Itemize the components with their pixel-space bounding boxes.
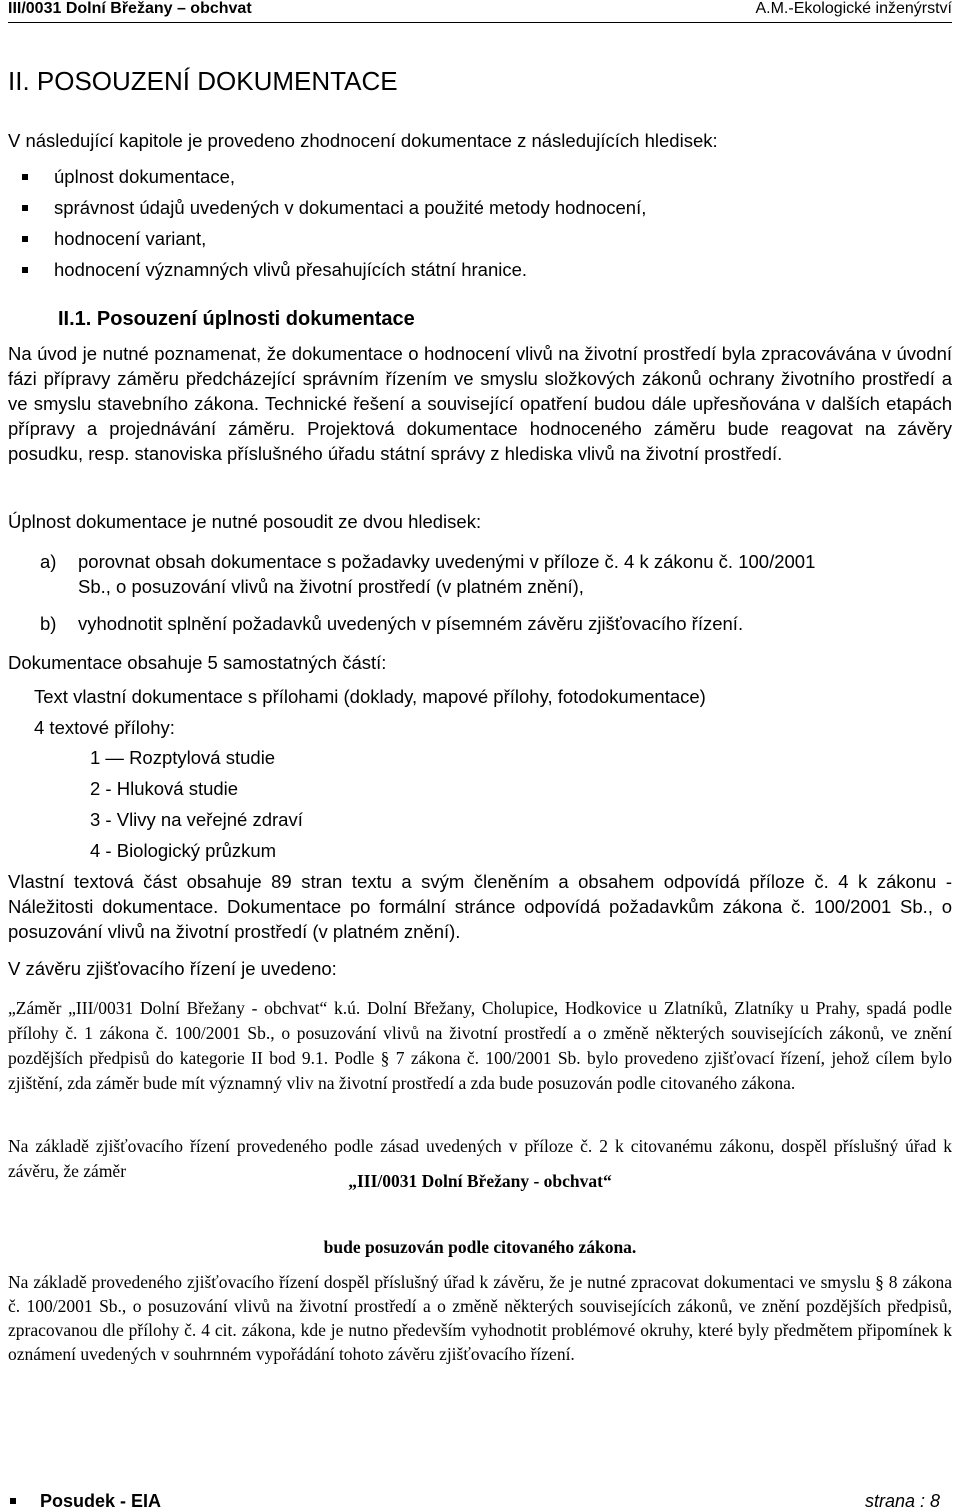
header-project-title: III/0031 Dolní Břežany – obchvat — [8, 0, 252, 17]
paragraph-completeness: Úplnost dokumentace je nutné posoudit ze dvou hledisek: — [8, 511, 482, 532]
appendix-item: 2 - Hluková studie — [90, 778, 239, 799]
quote-project-title: „III/0031 Dolní Břežany - obchvat“ — [348, 1171, 612, 1191]
list-item: hodnocení variant, — [0, 223, 950, 254]
appendix-item: 4 - Biologický průzkum — [90, 840, 277, 861]
footer-bullet-icon — [10, 1498, 16, 1504]
page-header — [8, 0, 952, 23]
intro-paragraph: V následující kapitole je provedeno zhodnocení dokumentace z následujících hledisek: — [8, 130, 718, 151]
quote-paragraph-3: Na základě provedeného zjišťovacího řízení dospěl příslušný úřad k závěru, že je nutné zpracovat dokumentaci ve smyslu § 8 zákona č. 100/2001 Sb., o posuzování vlivů na životní prostředí a o změně některých souvisejících zákonů, ve znění pozdějších předpisů, zpracovanou dle přílohy č. 4 cit. zákona, kde je nutno především vyhodnotit problémové okruhy, které byly předmětem připomínek k oznámení uvedených v souhrnném vypořádání tohoto závěru zjišťovacího řízení. — [8, 1272, 952, 1364]
page-footer — [8, 1488, 952, 1510]
bullet-square-icon — [22, 205, 28, 211]
paragraph-parts: Dokumentace obsahuje 5 samostatných částí: — [8, 652, 387, 673]
bullet-square-icon — [22, 174, 28, 180]
paragraph-text-part: Vlastní textová část obsahuje 89 stran textu a svým členěním a obsahem odpovídá příloze č. 4 k zákonu - Náležitosti dokumentace. Dokumentace po formální stránce odpovídá požadavkům zákona č. 100/2001 Sb., o posuzování vlivů na životní prostředí (v platném znění). — [8, 871, 952, 942]
list-item: úplnost dokumentace, — [0, 161, 950, 192]
list-item: hodnocení významných vlivů přesahujících státní hranice. — [0, 254, 950, 285]
bullet-square-icon — [22, 267, 28, 273]
header-company-name: A.M.-Ekologické inženýrství — [755, 0, 952, 17]
quote-paragraph-2: Na základě zjišťovacího řízení provedeného podle zásad uvedených v příloze č. 2 k citovanému zákonu, dospěl příslušný úřad k závěru, že záměr — [8, 1136, 952, 1181]
criteria-list — [0, 161, 950, 285]
item-label: b) — [40, 613, 57, 634]
appendix-item: 1 — Rozptylová studie — [90, 747, 276, 768]
item-text: vyhodnotit splnění požadavků uvedených v písemném závěru zjišťovacího řízení. — [78, 613, 744, 634]
parts-sub: 4 textové přílohy: — [34, 717, 175, 738]
footer-document-type: Posudek - EIA — [40, 1491, 162, 1511]
item-text: porovnat obsah dokumentace s požadavky uvedenými v příloze č. 4 k zákonu č. 100/2001 Sb., o posuzování vlivů na životní prostředí (v platném znění), — [78, 551, 816, 597]
list-item-a — [40, 549, 830, 599]
bullet-square-icon — [22, 236, 28, 242]
paragraph-conclusion-intro: V závěru zjišťovacího řízení je uvedeno: — [8, 958, 337, 979]
list-item-b — [40, 611, 952, 636]
paragraph-intro-note: Na úvod je nutné poznamenat, že dokumentace o hodnocení vlivů na životní prostředí byla zpracovávána v úvodní fázi přípravy záměru předcházející správním řízením ve smyslu složkových zákonů ochrany životního prostředí a ve smyslu stavebního zákona. Technické řešení a související opatření budou dále upřesňována v dalších etapách přípravy a projednávání záměru. Projektová dokumentace hodnoceného záměru bude reagovat na závěry posudku, resp. stanoviska příslušného úřadu státní správy z hlediska vlivů na životní prostředí. — [8, 343, 952, 464]
item-label: a) — [40, 551, 57, 572]
footer-page-number: strana : 8 — [864, 1491, 940, 1511]
parts-main: Text vlastní dokumentace s přílohami (doklady, mapové přílohy, fotodokumentace) — [34, 686, 706, 707]
quote-paragraph-1: „Záměr „III/0031 Dolní Břežany - obchvat“ k.ú. Dolní Břežany, Cholupice, Hodkovice u Zlatníků, Zlatníky u Prahy, spadá podle přílohy č. 1 zákona č. 100/2001 Sb., o posuzování vlivů na životní prostředí a o změně některých souvisejících zákonů, ve znění pozdějších předpisů do kategorie II bod 9.1. Podle § 7 zákona č. 100/2001 Sb. bylo provedeno zjišťovací řízení, jehož cílem bylo zjištění, zda záměr bude mít významný vliv na životní prostředí a zda bude posuzován podle citovaného zákona. — [8, 998, 952, 1093]
section-title: II.1. Posouzení úplnosti dokumentace — [58, 308, 415, 330]
quote-project-subtitle: bude posuzován podle citovaného zákona. — [323, 1237, 637, 1257]
chapter-title: II. POSOUZENÍ DOKUMENTACE — [8, 66, 398, 96]
appendix-item: 3 - Vlivy na veřejné zdraví — [90, 809, 303, 830]
list-item: správnost údajů uvedených v dokumentaci a použité metody hodnocení, — [0, 192, 950, 223]
